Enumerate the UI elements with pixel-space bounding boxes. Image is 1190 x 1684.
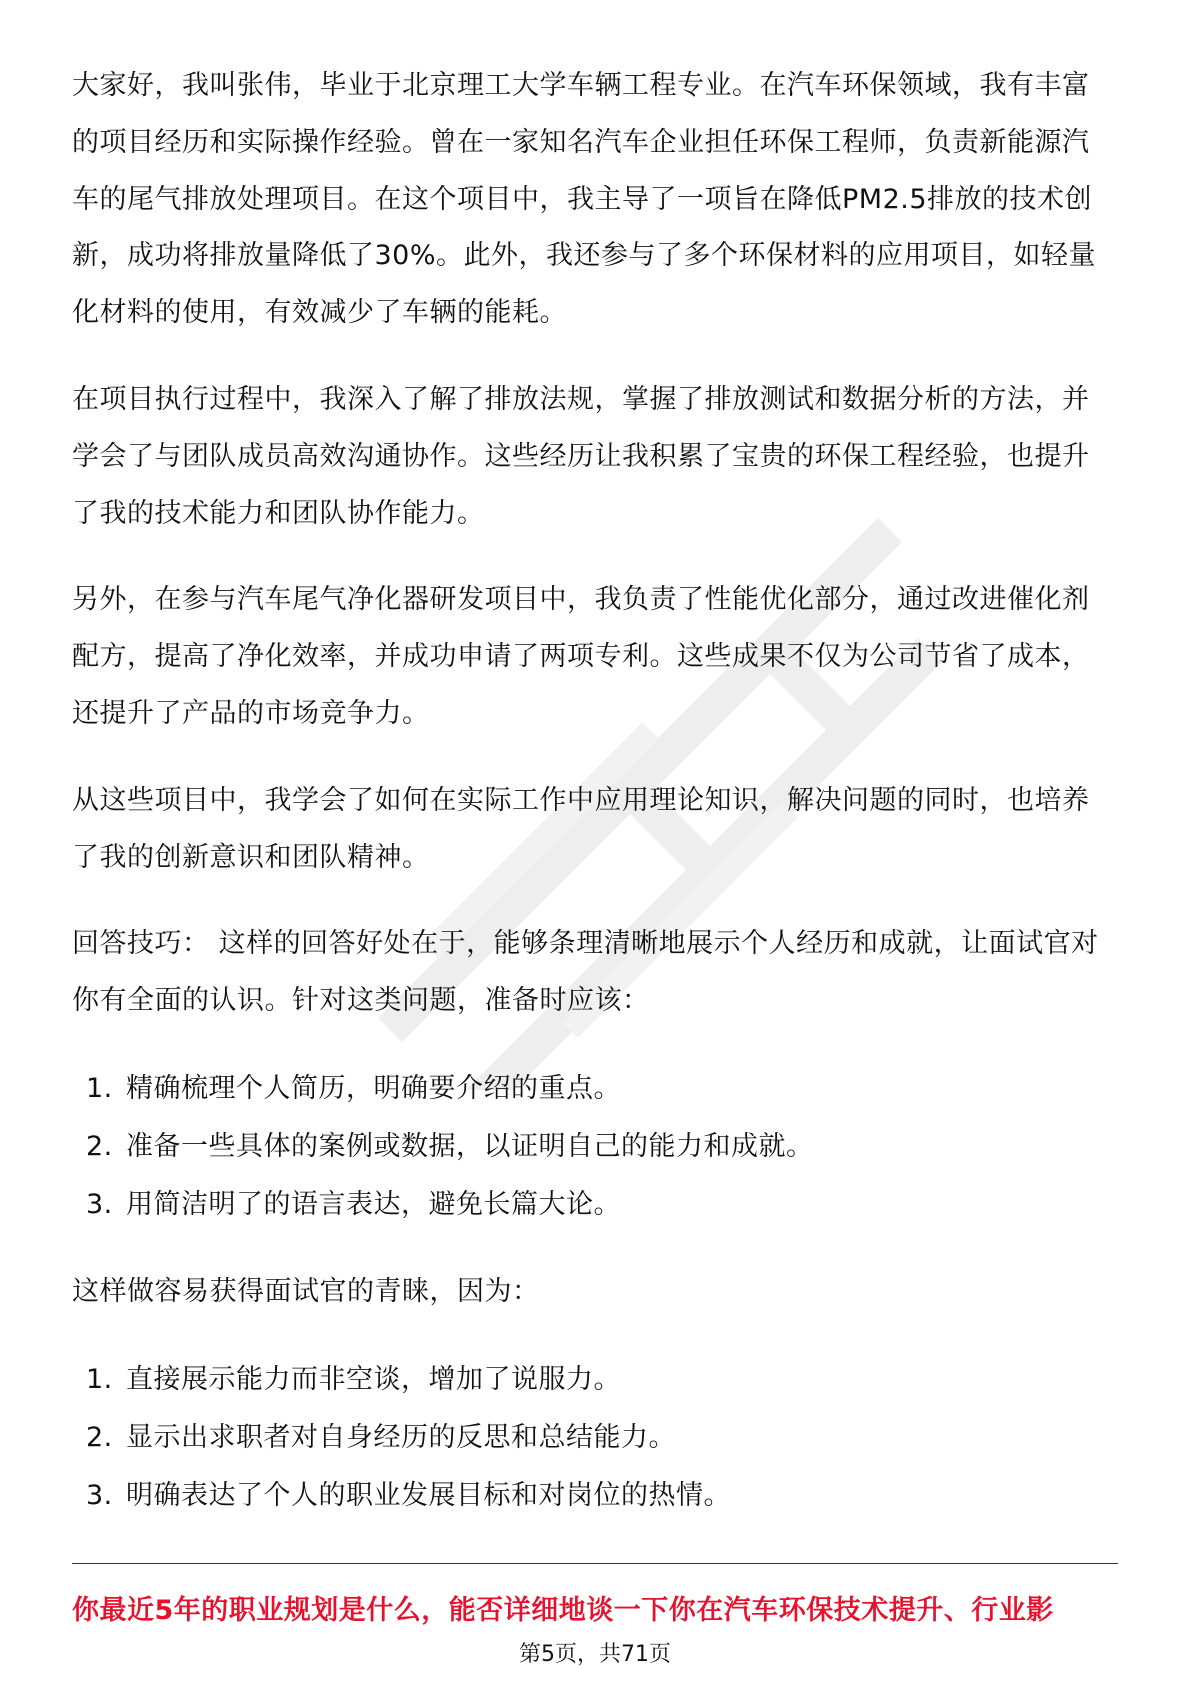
tips-intro: 回答技巧： 这样的回答好处在于，能够条理清晰地展示个人经历和成就，让面试官对你有全面的认识。针对这类问题，准备时应该：: [72, 928, 1099, 1017]
list-number: 2.: [86, 1421, 113, 1453]
reasons-intro: 这样做容易获得面试官的青睐，因为：: [72, 1275, 540, 1307]
list-item: [72, 1118, 1112, 1176]
list-number: 1.: [86, 1363, 113, 1395]
answer-paragraph-2: 在项目执行过程中，我深入了解了排放法规，掌握了排放测试和数据分析的方法，并学会了与团队成员高效沟通协作。这些经历让我积累了宝贵的环保工程经验，也提升了我的技术能力和团队协作能力。: [72, 383, 1090, 529]
list-text: 用简洁明了的语言表达，避免长篇大论。: [126, 1188, 621, 1220]
list-item: [72, 1176, 1112, 1234]
answer-paragraph-3: 另外，在参与汽车尾气净化器研发项目中，我负责了性能优化部分，通过改进催化剂配方，提高了净化效率，并成功申请了两项专利。这些成果不仅为公司节省了成本，还提升了产品的市场竞争力。: [72, 584, 1090, 729]
list-item: [72, 1060, 1112, 1118]
list-text: 精确梳理个人简历，明确要介绍的重点。: [126, 1072, 621, 1104]
list-item: [72, 1409, 1112, 1467]
answer-paragraph-1: 大家好，我叫张伟，毕业于北京理工大学车辆工程专业。在汽车环保领域，我有丰富的项目经历和实际操作经验。曾在一家知名汽车企业担任环保工程师，负责新能源汽车的尾气排放处理项目。在这个项目中，我主导了一项旨在降低PM2.5排放的技术创新，成功将排放量降低了30%。此外，我还参与了多个环保材料的应用项目，如轻量化材料的使用，有效减少了车辆的能耗。: [72, 70, 1097, 329]
tips-list: [72, 1060, 1112, 1234]
page-content: [72, 58, 1112, 1555]
section-divider: [72, 1563, 1118, 1564]
answer-paragraph-4: 从这些项目中，我学会了如何在实际工作中应用理论知识，解决问题的同时，也培养了我的创新意识和团队精神。: [72, 784, 1090, 873]
list-number: 3.: [86, 1188, 113, 1220]
reasons-list: [72, 1351, 1112, 1525]
list-number: 3.: [86, 1479, 113, 1511]
list-item: [72, 1351, 1112, 1409]
list-text: 准备一些具体的案例或数据，以证明自己的能力和成就。: [126, 1130, 814, 1162]
list-text: 明确表达了个人的职业发展目标和对岗位的热情。: [126, 1479, 731, 1511]
list-item: [72, 1467, 1112, 1525]
list-number: 1.: [86, 1072, 113, 1104]
page-footer: 第5页，共71页: [519, 1642, 671, 1667]
list-text: 显示出求职者对自身经历的反思和总结能力。: [126, 1421, 676, 1453]
list-number: 2.: [86, 1130, 113, 1162]
list-text: 直接展示能力而非空谈，增加了说服力。: [126, 1363, 621, 1395]
next-question-heading: 你最近5年的职业规划是什么，能否详细地谈一下你在汽车环保技术提升、行业影: [72, 1595, 1054, 1626]
